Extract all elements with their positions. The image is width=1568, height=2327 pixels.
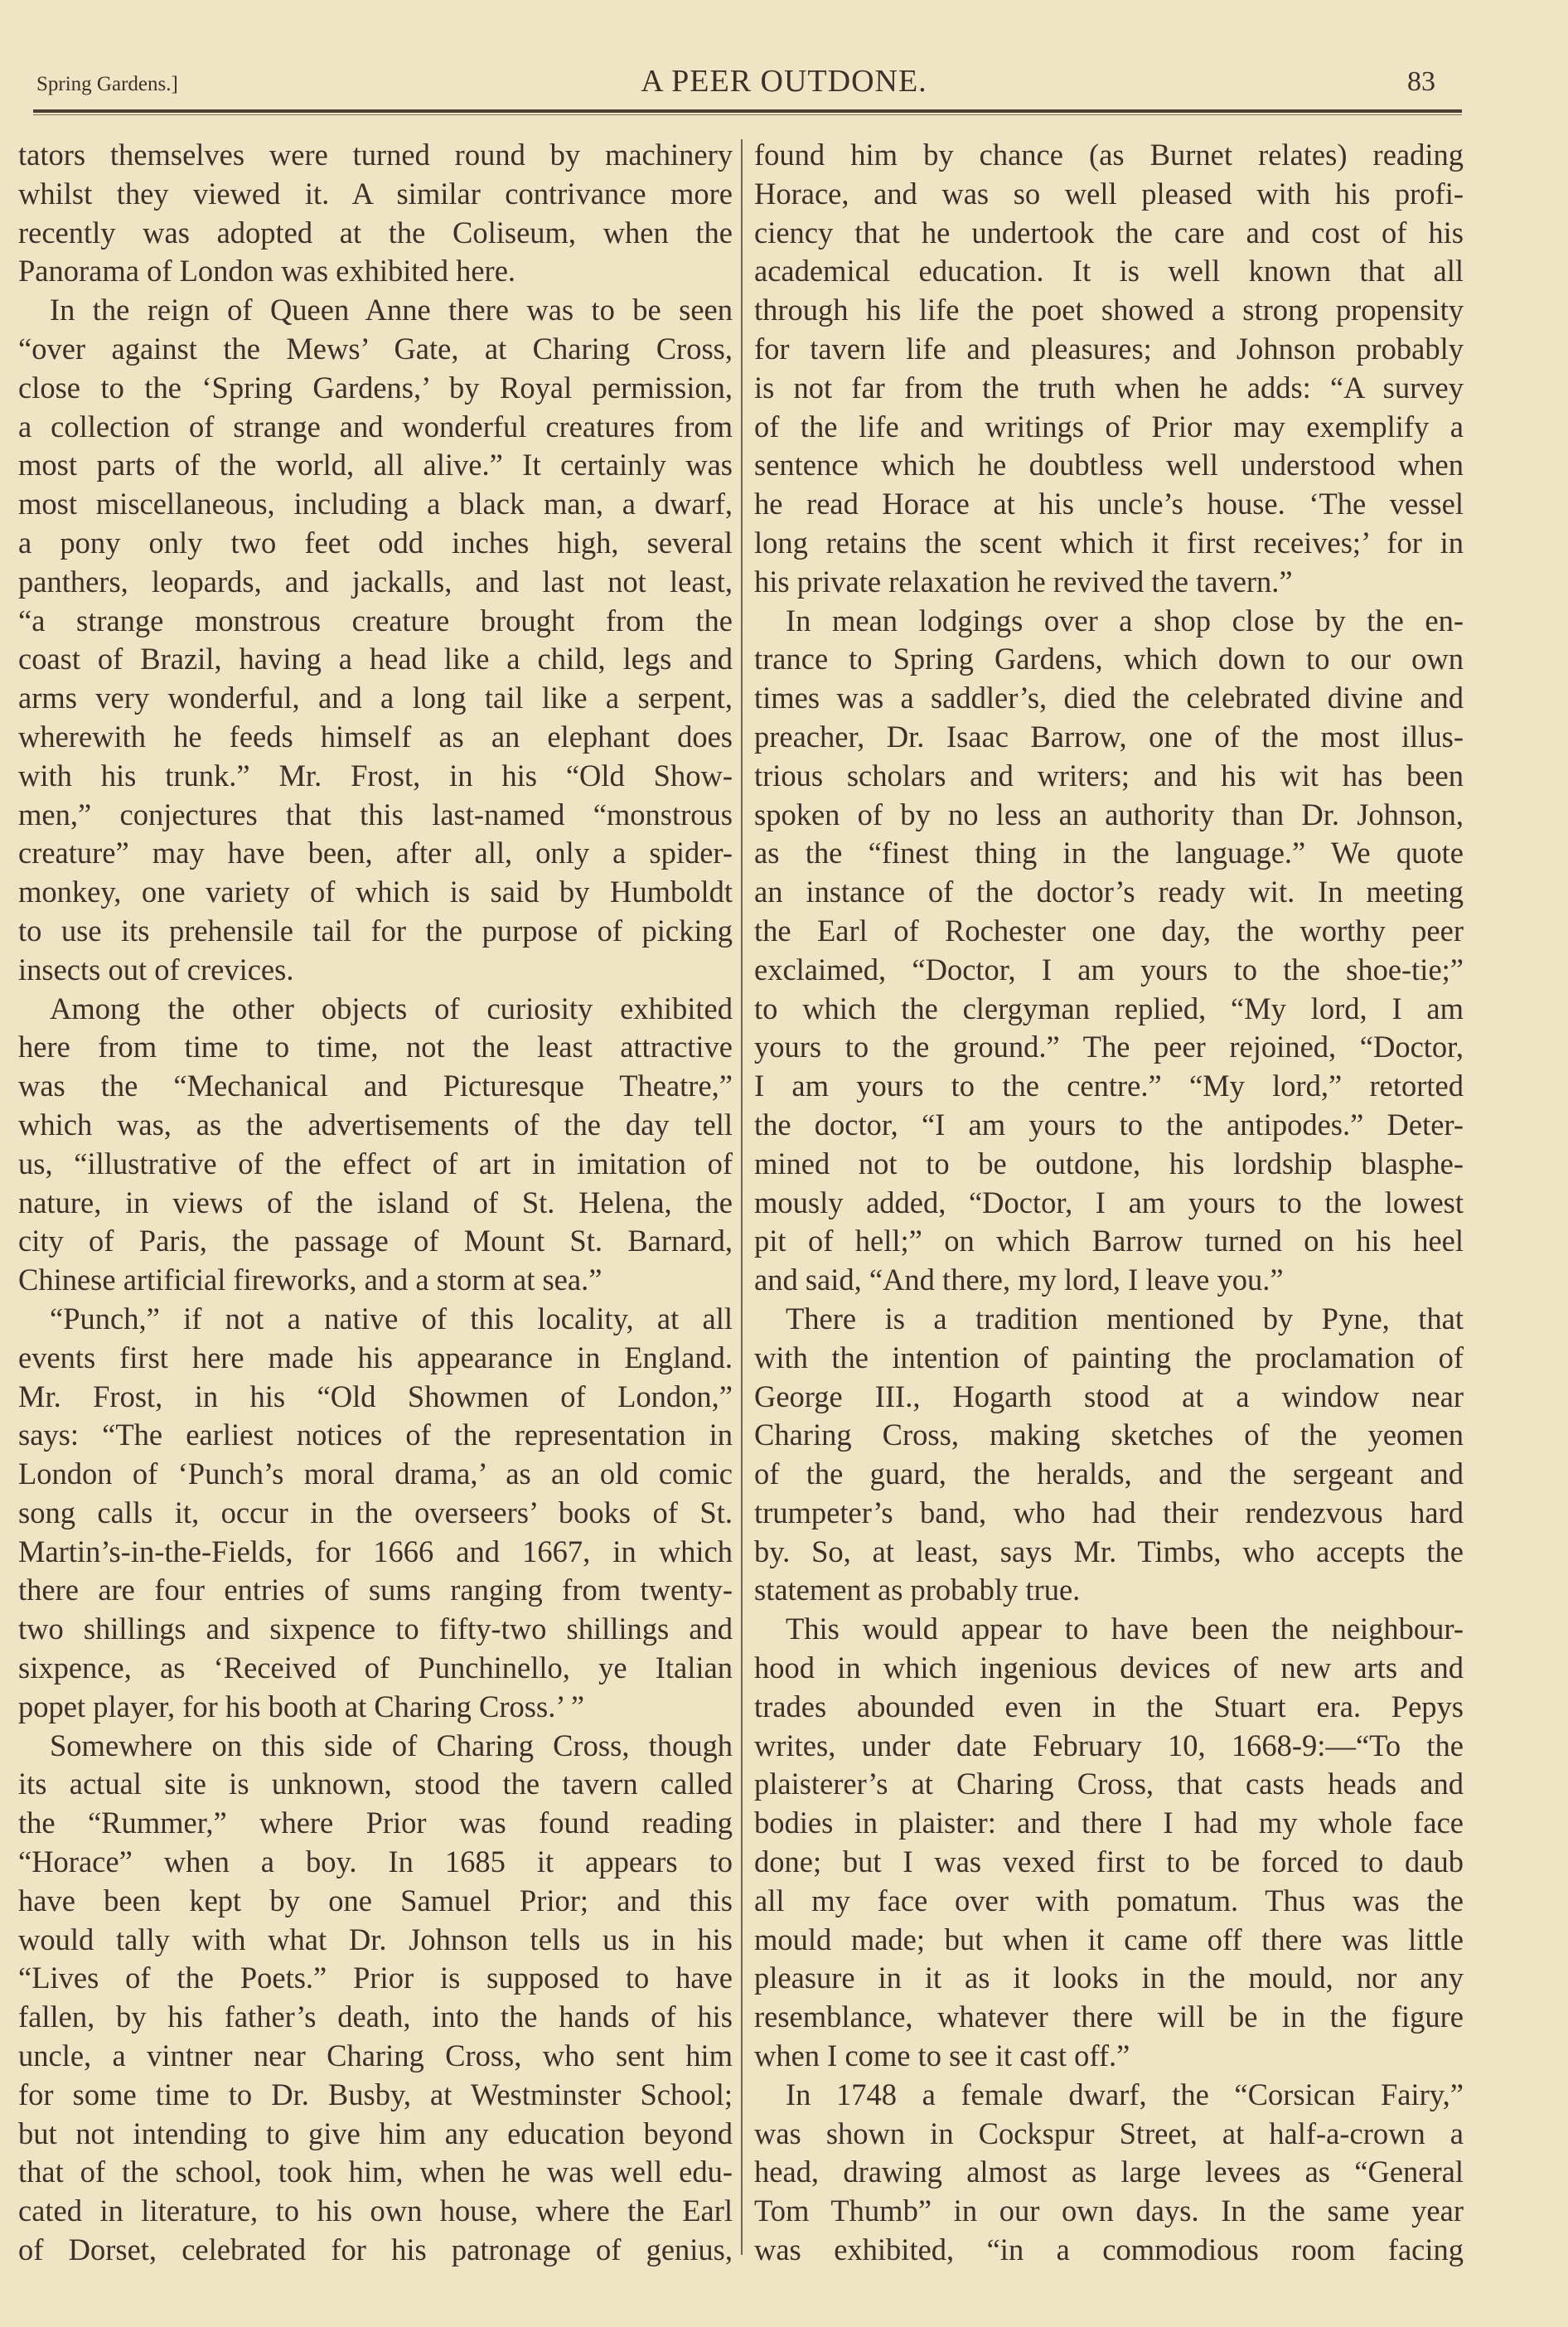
text-line: There is a tradition mentioned by Pyne, that [786,1301,1464,1336]
right-column [754,136,1464,2270]
text-line: Mr. Frost, in his “Old Showmen of London,” [18,1379,733,1413]
text-line: resemblance, whatever there will be in the figure [754,2000,1464,2034]
text-line: is not far from the truth when he adds: “A survey [754,370,1464,405]
text-line: creature” may have been, after all, only a spider- [18,836,733,870]
text-line: Charing Cross, making sketches of the yeomen [754,1418,1464,1452]
text-line: In mean lodgings over a shop close by the en- [786,603,1464,638]
text-line: mould made; but when it came off there was little [754,1922,1464,1956]
text-line: long retains the scent which it first receives;’ for in [754,525,1464,560]
text-line: as the “finest thing in the language.” We quote [754,836,1464,870]
text-line: nature, in views of the island of St. Helena, the [18,1185,733,1219]
page-number: 83 [1407,66,1435,97]
text-line: events first here made his appearance in England. [18,1340,733,1374]
column-divider [741,139,743,2255]
text-line: exclaimed, “Doctor, I am yours to the shoe-tie;” [754,952,1464,987]
text-line: says: “The earliest notices of the representation in [18,1418,733,1452]
text-line: head, drawing almost as large levees as “General [754,2155,1464,2189]
text-line: but not intending to give him any education beyond [18,2116,733,2150]
text-line: a collection of strange and wonderful creatures from [18,409,733,444]
text-line: panthers, leopards, and jackalls, and last not least, [18,564,733,599]
header-rule [33,109,1462,113]
text-line: hood in which ingenious devices of new arts and [754,1651,1464,1685]
text-line: for some time to Dr. Busby, at Westminster School; [18,2077,733,2111]
text-line: cated in literature, to his own house, where the Earl [18,2194,733,2228]
text-line: “Horace” when a boy. In 1685 it appears to [18,1845,733,1879]
text-line: which was, as the advertisements of the day tell [18,1107,733,1142]
text-line: of Dorset, celebrated for his patronage of genius, [18,2232,733,2267]
text-line: found him by chance (as Burnet relates) reading [754,138,1464,172]
text-line: This would appear to have been the neighbour- [786,1612,1464,1646]
text-line: uncle, a vintner near Charing Cross, who sent him [18,2039,733,2073]
text-line: preacher, Dr. Isaac Barrow, one of the most illus- [754,719,1464,754]
text-line: ciency that he undertook the care and cost of his [754,215,1464,250]
text-line: coast of Brazil, having a head like a child, legs and [18,642,733,676]
text-line: monkey, one variety of which is said by Humboldt [18,875,733,909]
text-line: trumpeter’s band, who had their rendezvous hard [754,1495,1464,1530]
text-line: whilst they viewed it. A similar contrivance more [18,176,733,211]
header-rule-thin [33,114,1462,115]
text-line: of the life and writings of Prior may exemplify a [754,409,1464,444]
text-line: to use its prehensile tail for the purpose of picking [18,913,733,948]
text-line: sixpence, as ‘Received of Punchinello, ye Italian [18,1651,733,1685]
text-line: spoken of by no less an authority than Dr. Johnson, [754,797,1464,831]
text-line: its actual site is unknown, stood the tavern called [18,1767,733,1801]
text-line: that of the school, took him, when he was well edu- [18,2155,733,2189]
text-line: close to the ‘Spring Gardens,’ by Royal permission, [18,370,733,405]
text-line: when I come to see it cast off.” [754,2039,1130,2073]
text-line: pit of hell;” on which Barrow turned on his heel [754,1224,1464,1258]
text-line: times was a saddler’s, died the celebrated divine and [754,681,1464,715]
text-line: Tom Thumb” in our own days. In the same year [754,2194,1464,2228]
text-line: “Punch,” if not a native of this locality, at all [50,1301,733,1336]
text-line: would tally with what Dr. Johnson tells us in his [18,1922,733,1956]
text-line: plaisterer’s at Charing Cross, that casts heads and [754,1767,1464,1801]
text-line: yours to the ground.” The peer rejoined, “Doctor, [754,1030,1464,1064]
text-line: Martin’s-in-the-Fields, for 1666 and 1667, in which [18,1534,733,1568]
text-line: most parts of the world, all alive.” It certainly was [18,448,733,482]
text-line: Panorama of London was exhibited here. [18,254,516,288]
text-line: Somewhere on this side of Charing Cross, though [50,1728,733,1762]
text-line: “Lives of the Poets.” Prior is supposed to have [18,1961,733,1995]
text-line: Horace, and was so well pleased with his profi- [754,176,1464,211]
text-line: popet player, for his booth at Charing Cross.’ ” [18,1689,585,1723]
text-line: city of Paris, the passage of Mount St. Barnard, [18,1224,733,1258]
text-line: trades abounded even in the Stuart era. Pepys [754,1689,1464,1723]
text-line: through his life the poet showed a strong propensity [754,293,1464,327]
text-line: the Earl of Rochester one day, the worthy peer [754,913,1464,948]
text-line: bodies in plaister: and there I had my whole face [754,1806,1464,1840]
text-line: have been kept by one Samuel Prior; and this [18,1883,733,1917]
text-line: In the reign of Queen Anne there was to be seen [50,293,733,327]
text-line: “a strange monstrous creature brought from the [18,603,733,638]
running-head: Spring Gardens.] [36,73,178,95]
text-line: statement as probably true. [754,1573,1081,1607]
text-line: insects out of crevices. [18,952,294,987]
text-line: the “Rummer,” where Prior was found reading [18,1806,733,1840]
text-line: here from time to time, not the least attractive [18,1030,733,1064]
text-line: academical education. It is well known that all [754,254,1464,288]
text-line: he read Horace at his uncle’s house. ‘The vessel [754,487,1464,521]
text-line: “over against the Mews’ Gate, at Charing Cross, [18,331,733,366]
text-line: the doctor, “I am yours to the antipodes.” Deter- [754,1107,1464,1142]
text-line: tators themselves were turned round by machinery [18,138,733,172]
text-line: a pony only two feet odd inches high, several [18,525,733,560]
text-line: his private relaxation he revived the tavern.” [754,564,1293,599]
text-line: for tavern life and pleasures; and Johnson probably [754,331,1464,366]
text-line: and said, “And there, my lord, I leave you.” [754,1263,1284,1297]
text-line: Among the other objects of curiosity exhibited [50,991,733,1025]
text-line: trance to Spring Gardens, which down to our own [754,642,1464,676]
text-line: was exhibited, “in a commodious room facing [754,2232,1464,2267]
page-title: A PEER OUTDONE. [641,64,927,99]
text-line: mined not to be outdone, his lordship blasphe- [754,1146,1464,1180]
text-line: with the intention of painting the proclamation of [754,1340,1464,1374]
text-line: to which the clergyman replied, “My lord, I am [754,991,1464,1025]
text-line: trious scholars and writers; and his wit has been [754,758,1464,793]
text-line: song calls it, occur in the overseers’ books of St. [18,1495,733,1530]
text-line: most miscellaneous, including a black man, a dwarf, [18,487,733,521]
text-line: George III., Hogarth stood at a window near [754,1379,1464,1413]
text-line: us, “illustrative of the effect of art in imitation of [18,1146,733,1180]
text-line: London of ‘Punch’s moral drama,’ as an old comic [18,1457,733,1491]
text-line: recently was adopted at the Coliseum, when the [18,215,733,250]
text-line: done; but I was vexed first to be forced to daub [754,1845,1464,1879]
text-line: was shown in Cockspur Street, at half-a-crown a [754,2116,1464,2150]
text-line: men,” conjectures that this last-named “monstrous [18,797,733,831]
left-column [18,136,733,2270]
text-line: two shillings and sixpence to fifty-two shillings and [18,1612,733,1646]
text-line: of the guard, the heralds, and the sergeant and [754,1457,1464,1491]
text-line: arms very wonderful, and a long tail like a serpent, [18,681,733,715]
text-line: writes, under date February 10, 1668-9:—“To the [754,1728,1464,1762]
text-line: an instance of the doctor’s ready wit. In meeting [754,875,1464,909]
text-line: there are four entries of sums ranging from twenty- [18,1573,733,1607]
text-line: pleasure in it as it looks in the mould, nor any [754,1961,1464,1995]
text-line: with his trunk.” Mr. Frost, in his “Old Show- [18,758,733,793]
text-line: was the “Mechanical and Picturesque Theatre,” [18,1069,733,1103]
text-line: In 1748 a female dwarf, the “Corsican Fairy,” [786,2077,1464,2111]
text-line: by. So, at least, says Mr. Timbs, who accepts the [754,1534,1464,1568]
text-line: I am yours to the centre.” “My lord,” retorted [754,1069,1464,1103]
text-line: Chinese artificial fireworks, and a storm at sea.” [18,1263,603,1297]
text-line: all my face over with pomatum. Thus was the [754,1883,1464,1917]
text-line: sentence which he doubtless well understood when [754,448,1464,482]
text-line: wherewith he feeds himself as an elephant does [18,719,733,754]
text-line: mously added, “Doctor, I am yours to the lowest [754,1185,1464,1219]
text-line: fallen, by his father’s death, into the hands of his [18,2000,733,2034]
